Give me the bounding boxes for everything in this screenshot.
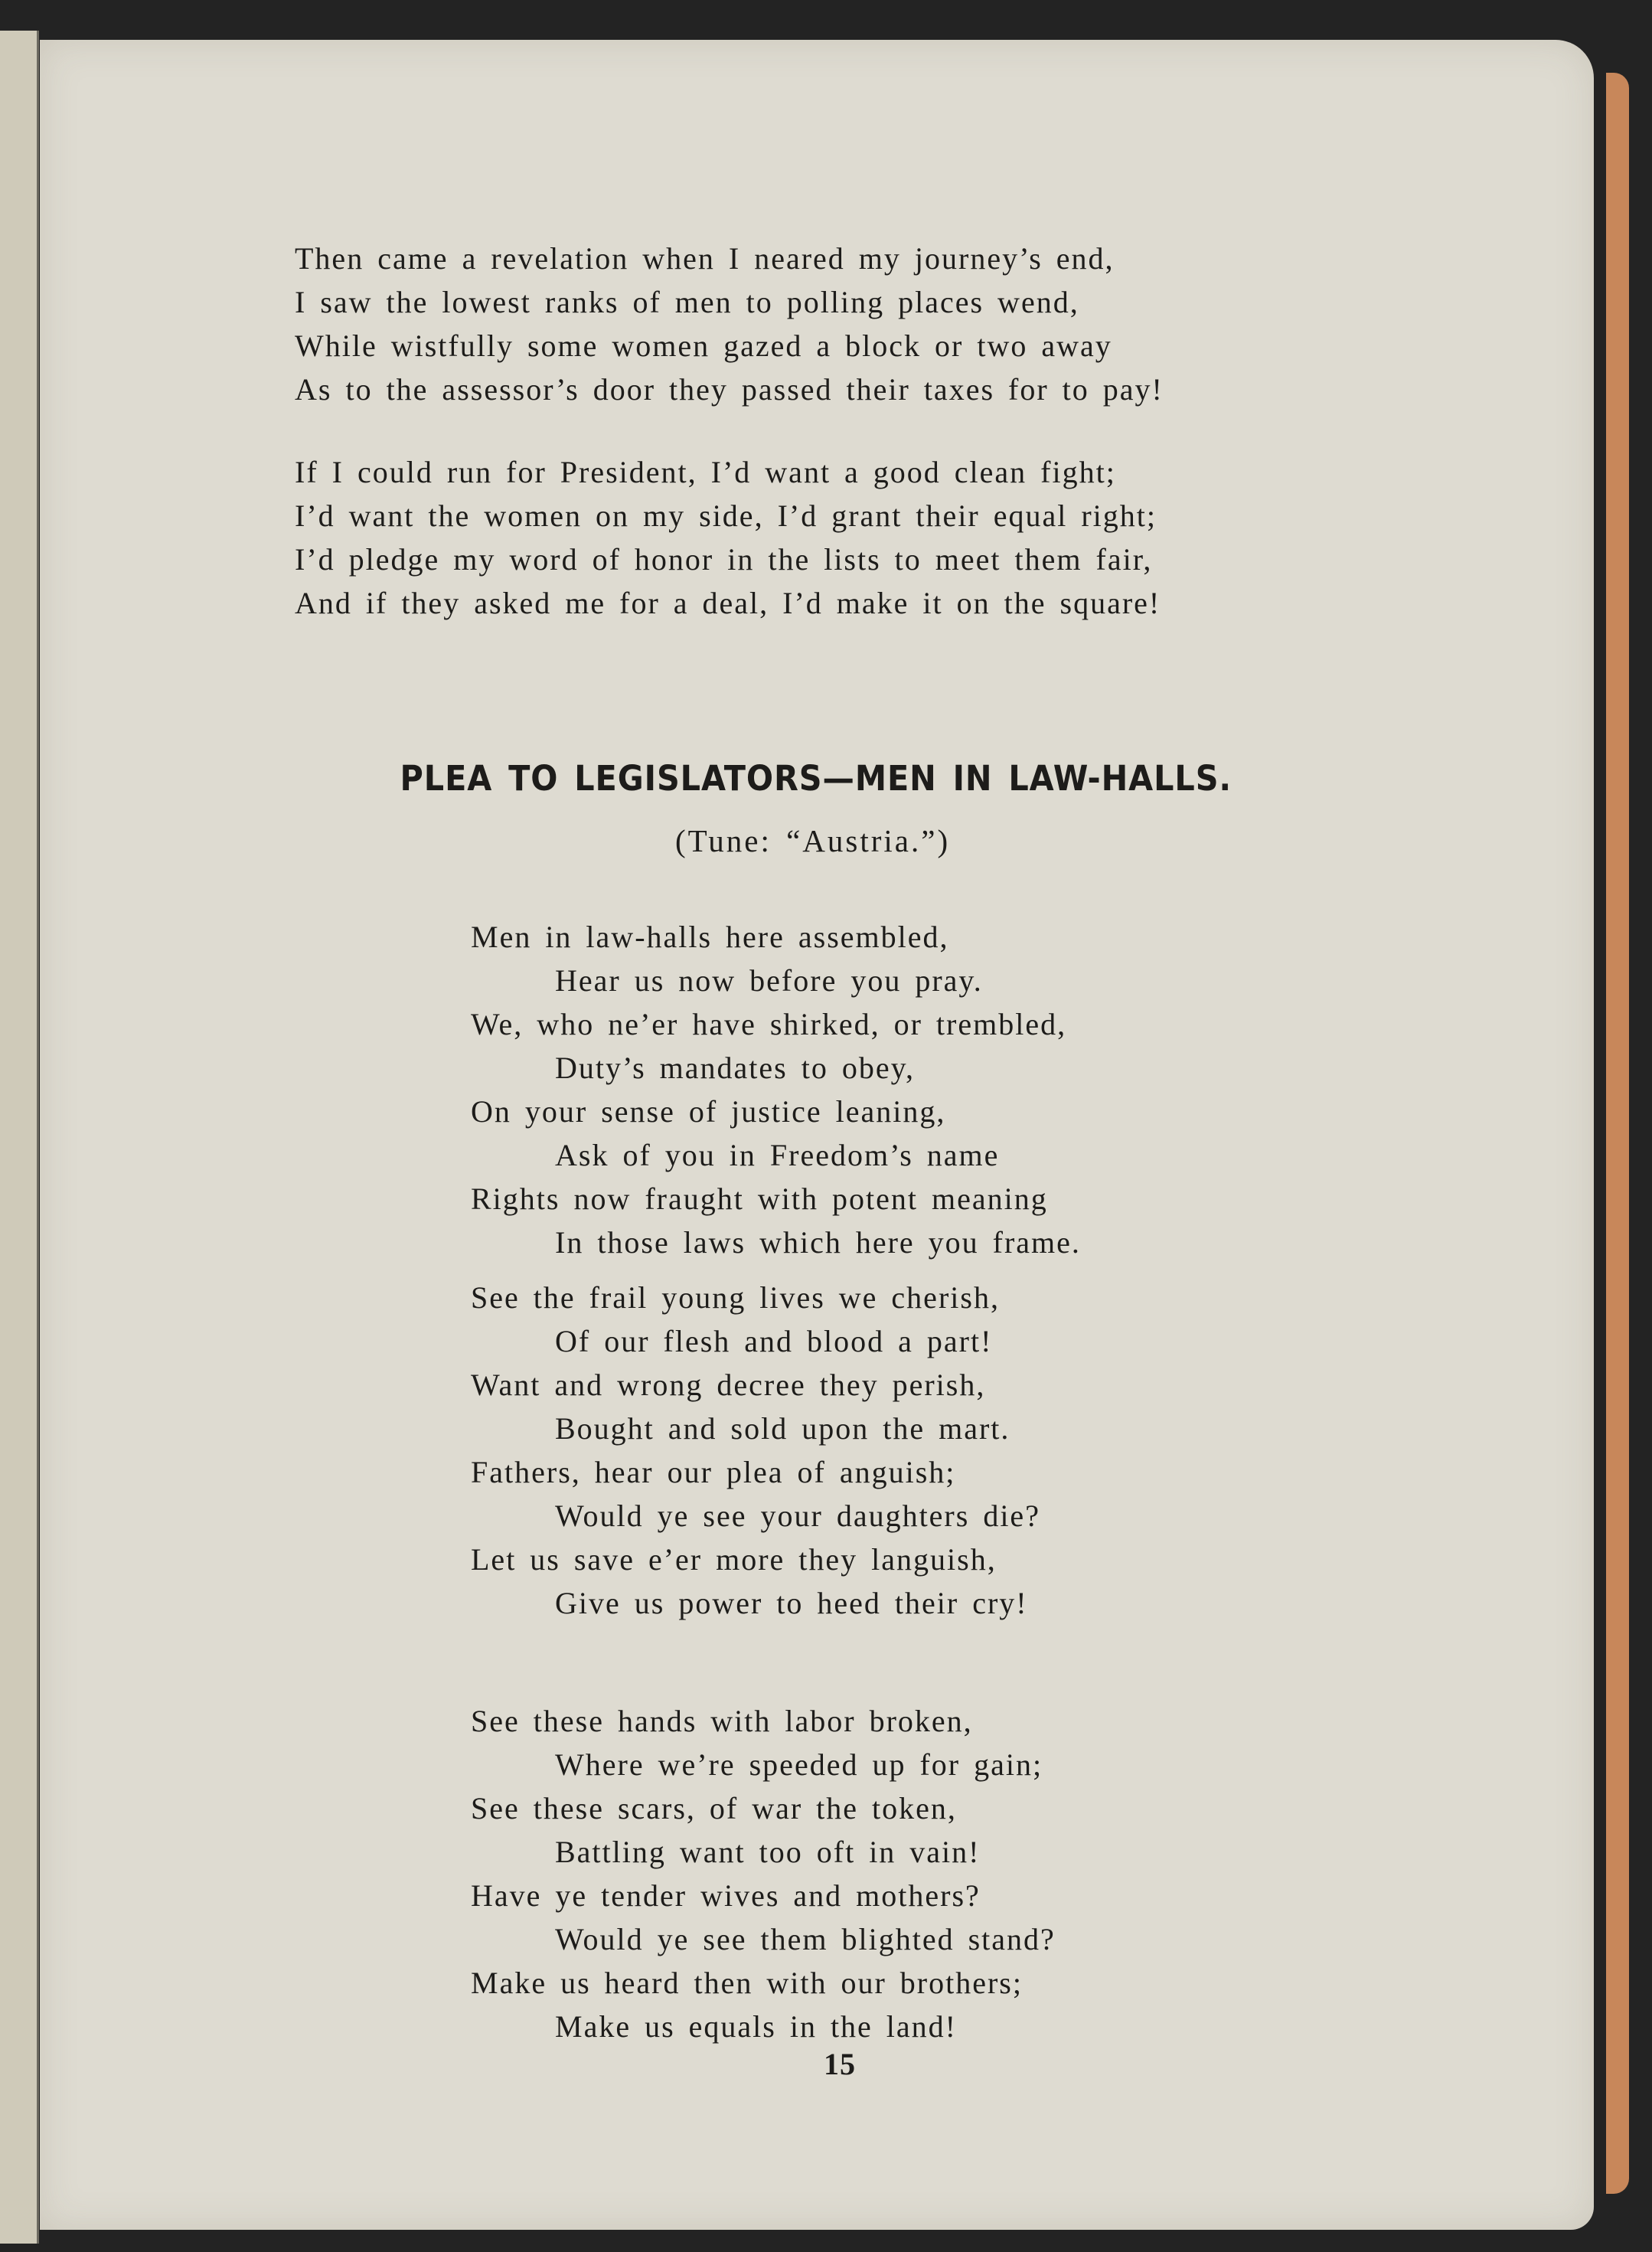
verse-line: I saw the lowest ranks of men to polling places wend, [295,285,1079,319]
book-spine-edge [0,31,39,2244]
verse-line: As to the assessor’s door they passed their taxes for to pay! [295,372,1164,407]
poem-stanza-3 [471,1699,1056,2048]
verse-line: See the frail young lives we cherish, [471,1280,1000,1315]
verse-line: Fathers, hear our plea of anguish; [471,1455,956,1489]
verse-line: I’d pledge my word of honor in the lists to meet them fair, [295,542,1153,577]
verse-line-indented: Of our flesh and blood a part! [555,1324,993,1358]
poem-stanza-1 [471,915,1081,1264]
stanza-top-1 [295,237,1164,411]
verse-line-indented: Would ye see your daughters die? [555,1499,1040,1533]
verse-line: We, who ne’er have shirked, or trembled, [471,1007,1067,1041]
verse-line-indented: In those laws which here you frame. [555,1225,1081,1260]
verse-line-indented: Give us power to heed their cry! [555,1586,1028,1620]
verse-line: On your sense of justice leaning, [471,1094,946,1129]
verse-line: I’d want the women on my side, I’d grant their equal right; [295,498,1157,533]
verse-line: See these hands with labor broken, [471,1704,973,1738]
stanza-top-2 [295,450,1161,625]
verse-line: Want and wrong decree they perish, [471,1368,986,1402]
book-cover-edge [1606,73,1629,2194]
verse-line-indented: Hear us now before you pray. [555,963,983,998]
verse-line-indented: Would ye see them blighted stand? [555,1922,1056,1956]
verse-line: Make us heard then with our brothers; [471,1966,1023,2000]
verse-line-indented: Duty’s mandates to obey, [555,1051,916,1085]
verse-line-indented: Make us equals in the land! [555,2009,957,2044]
verse-line: Men in law-halls here assembled, [471,920,949,954]
verse-line: Have ye tender wives and mothers? [471,1878,981,1913]
page-number: 15 [824,2047,856,2081]
poem-tune: (Tune: “Austria.”) [675,823,951,858]
verse-line-indented: Where we’re speeded up for gain; [555,1747,1043,1782]
verse-line: While wistfully some women gazed a block or two away [295,328,1112,363]
poem-stanza-2 [471,1276,1040,1625]
poem-title: PLEA TO LEGISLATORS—MEN IN LAW-HALLS. [400,758,1232,799]
book-page [40,40,1594,2230]
verse-line: See these scars, of war the token, [471,1791,957,1825]
verse-line: If I could run for President, I’d want a good clean fight; [295,455,1116,489]
verse-line: And if they asked me for a deal, I’d make it on the square! [295,586,1161,620]
verse-line: Let us save e’er more they languish, [471,1542,997,1577]
verse-line-indented: Ask of you in Freedom’s name [555,1138,1000,1172]
verse-line: Rights now fraught with potent meaning [471,1182,1048,1216]
verse-line: Then came a revelation when I neared my journey’s end, [295,241,1115,276]
verse-line-indented: Bought and sold upon the mart. [555,1411,1010,1446]
verse-line-indented: Battling want too oft in vain! [555,1835,981,1869]
